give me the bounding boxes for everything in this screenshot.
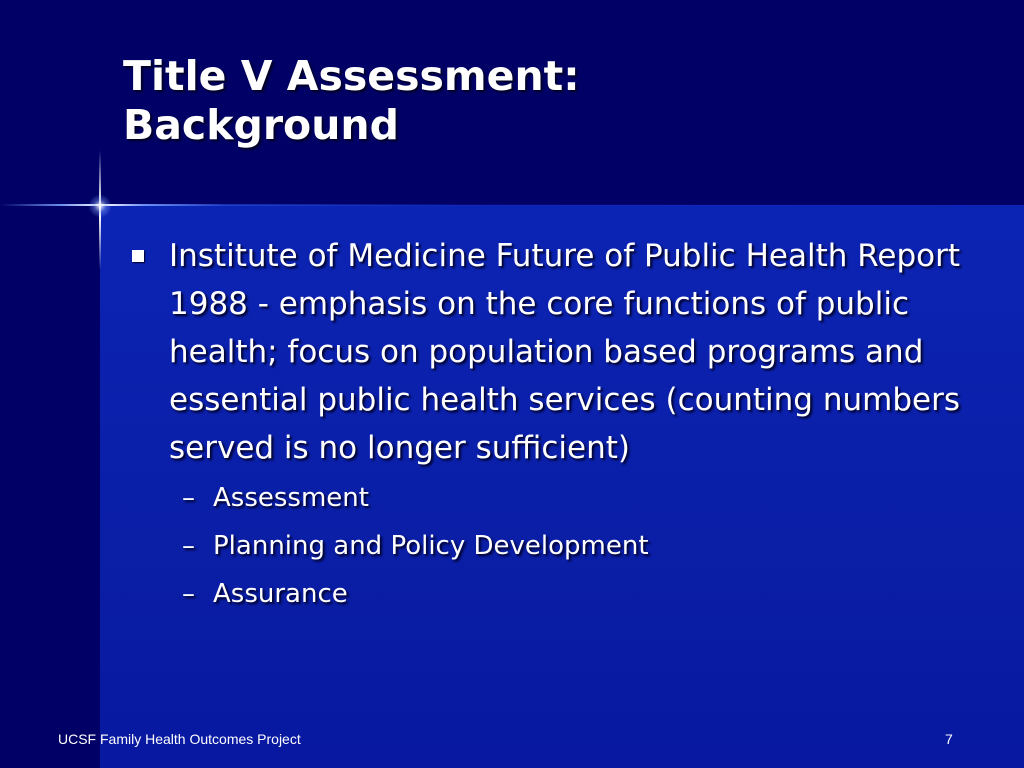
slide-title xyxy=(123,52,983,150)
sub-bullet-list xyxy=(132,474,962,618)
sparkle-icon xyxy=(88,194,112,218)
slide-content xyxy=(132,232,962,618)
bullet-item xyxy=(132,232,962,472)
sub-bullet-text: Planning and Policy Development xyxy=(213,531,649,561)
square-bullet-icon xyxy=(132,250,144,262)
page-number: 7 xyxy=(945,731,953,747)
footer-text: UCSF Family Health Outcomes Project xyxy=(58,731,301,747)
slide-title-line-1: Title V Assessment: xyxy=(123,52,580,100)
sub-bullet-text: Assurance xyxy=(213,579,348,609)
dash-bullet-icon: – xyxy=(182,531,195,561)
bullet-text: Institute of Medicine Future of Public Health Report 1988 - emphasis on the core functions of public health; focus on population based programs and essential public health services (counting numbers served is no longer sufficient) xyxy=(169,238,960,466)
sparkle-line-horizontal xyxy=(0,204,1024,206)
sub-bullet-text: Assessment xyxy=(213,483,369,513)
slide-title-line-2: Background xyxy=(123,101,399,149)
sub-bullet-item xyxy=(132,570,962,618)
sub-bullet-item xyxy=(132,474,962,522)
sub-bullet-item xyxy=(132,522,962,570)
dash-bullet-icon: – xyxy=(182,483,195,513)
dash-bullet-icon: – xyxy=(182,579,195,609)
slide-left-band xyxy=(0,0,100,768)
